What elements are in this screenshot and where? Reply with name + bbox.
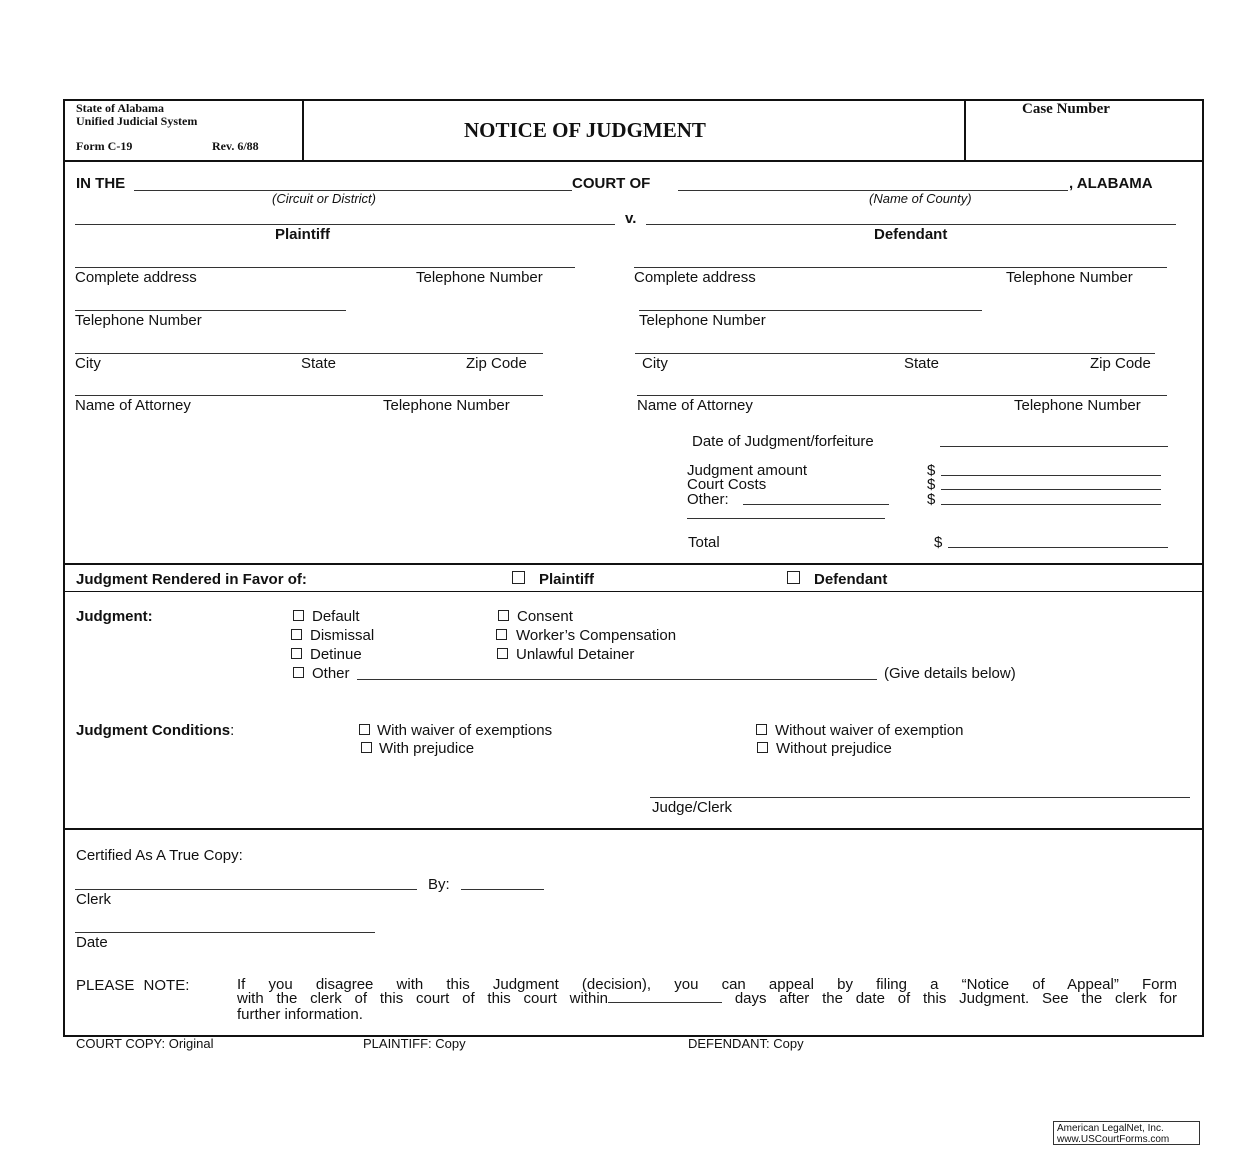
alabama-label: , ALABAMA <box>1069 175 1153 192</box>
defendant-copy-label: DEFENDANT: Copy <box>688 1036 804 1051</box>
defendant-state-label: State <box>904 355 940 372</box>
certified-date-field[interactable] <box>75 932 375 933</box>
court-costs-field[interactable] <box>941 489 1161 490</box>
plaintiff-address-field[interactable] <box>75 267 575 268</box>
other-amount-currency: $ <box>927 491 936 508</box>
plaintiff-attorney-field[interactable] <box>75 395 543 396</box>
without-prejudice-label: Without prejudice <box>776 740 892 757</box>
page-title: NOTICE OF JUDGMENT <box>464 118 706 142</box>
by-field[interactable] <box>461 889 544 890</box>
judge-clerk-label: Judge/Clerk <box>652 799 733 816</box>
other-judgment-field[interactable] <box>357 679 877 680</box>
favor-defendant-checkbox[interactable] <box>787 571 800 584</box>
give-details-hint: (Give details below) <box>884 665 1016 682</box>
form-frame <box>63 99 1204 1037</box>
without-waiver-label: Without waiver of exemption <box>775 722 964 739</box>
default-label: Default <box>312 608 360 625</box>
defendant-attorney-field[interactable] <box>637 395 1167 396</box>
defendant-address-label: Complete address <box>634 269 756 286</box>
plaintiff-name-field[interactable] <box>75 224 615 225</box>
total-label: Total <box>688 534 720 551</box>
certified-top-rule <box>64 828 1203 830</box>
unlawful-detainer-checkbox[interactable] <box>497 648 508 659</box>
defendant-phone2-label: Telephone Number <box>639 312 766 329</box>
defendant-address-field[interactable] <box>634 267 1167 268</box>
plaintiff-phone-label: Telephone Number <box>416 269 543 286</box>
plaintiff-label: Plaintiff <box>275 226 330 243</box>
favor-plaintiff-checkbox[interactable] <box>512 571 525 584</box>
plaintiff-address-label: Complete address <box>75 269 197 286</box>
clerk-label: Clerk <box>76 891 112 908</box>
defendant-zip-label: Zip Code <box>1090 355 1151 372</box>
total-currency: $ <box>934 534 943 551</box>
plaintiff-phone2-label: Telephone Number <box>75 312 202 329</box>
clerk-signature-field[interactable] <box>75 889 417 890</box>
please-note-text-2b: days after the date of this Judgment. See the clerk for <box>734 990 1178 1007</box>
defendant-label: Defendant <box>874 226 948 243</box>
plaintiff-attorney-label: Name of Attorney <box>75 397 191 414</box>
by-label: By: <box>428 876 450 893</box>
judgment-amount-field[interactable] <box>941 475 1161 476</box>
state-label: State of Alabama <box>76 101 164 115</box>
defendant-attorney-phone-label: Telephone Number <box>1014 397 1141 414</box>
header-bottom-rule <box>64 160 1203 162</box>
judgment-amount-currency: $ <box>927 462 936 479</box>
publisher-name: American LegalNet, Inc. <box>1057 1123 1164 1134</box>
please-note-text-2a: with the clerk of this court of this court within <box>237 990 609 1007</box>
conditions-label: Judgment Conditions <box>76 722 231 739</box>
consent-label: Consent <box>517 608 573 625</box>
in-the-label: IN THE <box>76 175 126 192</box>
plaintiff-attorney-phone-label: Telephone Number <box>383 397 510 414</box>
defendant-phone2-field[interactable] <box>639 310 982 311</box>
consent-checkbox[interactable] <box>498 610 509 621</box>
please-note-text-1: If you disagree with this Judgment (decision), you can appeal by filing a “Notice of Appeal” Form <box>237 976 1177 993</box>
court-copy-label: COURT COPY: Original <box>76 1036 214 1051</box>
county-hint: (Name of County) <box>869 191 972 206</box>
defendant-city-field[interactable] <box>635 353 1155 354</box>
other-judgment-checkbox[interactable] <box>293 667 304 678</box>
circuit-hint: (Circuit or District) <box>272 191 376 206</box>
form-revision: Rev. 6/88 <box>212 139 259 153</box>
favor-defendant-label: Defendant <box>814 571 888 588</box>
plaintiff-zip-label: Zip Code <box>466 355 527 372</box>
plaintiff-state-label: State <box>301 355 337 372</box>
favor-bottom-rule <box>64 591 1203 592</box>
case-number-field[interactable] <box>970 122 1198 156</box>
without-prejudice-checkbox[interactable] <box>757 742 768 753</box>
with-waiver-label: With waiver of exemptions <box>377 722 553 739</box>
default-checkbox[interactable] <box>293 610 304 621</box>
other-description-field[interactable] <box>743 504 889 505</box>
detinue-checkbox[interactable] <box>291 648 302 659</box>
system-label: Unified Judicial System <box>76 114 198 128</box>
case-number-label: Case Number <box>1022 101 1110 117</box>
publisher-badge <box>1053 1121 1200 1145</box>
favor-plaintiff-label: Plaintiff <box>539 571 594 588</box>
header-divider-right <box>964 100 966 161</box>
please-note-label: PLEASE NOTE: <box>76 977 190 994</box>
defendant-attorney-label: Name of Attorney <box>637 397 753 414</box>
defendant-city-label: City <box>642 355 668 372</box>
plaintiff-phone2-field[interactable] <box>75 310 346 311</box>
with-prejudice-checkbox[interactable] <box>361 742 372 753</box>
other-amount-label: Other: <box>687 491 729 508</box>
plaintiff-city-label: City <box>75 355 101 372</box>
favor-top-rule <box>64 563 1203 565</box>
appeal-days-field[interactable] <box>608 991 722 1003</box>
judgment-amount-label: Judgment amount <box>687 462 808 479</box>
detinue-label: Detinue <box>310 646 362 663</box>
with-prejudice-label: With prejudice <box>379 740 475 757</box>
header-divider-left <box>302 100 304 161</box>
total-field[interactable] <box>948 547 1168 548</box>
certified-label: Certified As A True Copy: <box>76 847 243 864</box>
court-costs-currency: $ <box>927 476 936 493</box>
judgment-label: Judgment: <box>76 608 153 625</box>
conditions-colon: : <box>230 722 235 739</box>
certified-date-label: Date <box>76 934 108 951</box>
without-waiver-checkbox[interactable] <box>756 724 767 735</box>
defendant-phone-label: Telephone Number <box>1006 269 1133 286</box>
other-amount-field[interactable] <box>941 504 1161 505</box>
favor-label: Judgment Rendered in Favor of: <box>76 571 307 588</box>
unlawful-detainer-label: Unlawful Detainer <box>516 646 635 663</box>
dismissal-label: Dismissal <box>310 627 375 644</box>
please-note-line3: further information. <box>237 1006 363 1023</box>
other-judgment-label: Other <box>312 665 350 682</box>
versus-label: v. <box>625 210 637 227</box>
judge-signature-field[interactable] <box>650 797 1190 798</box>
court-costs-label: Court Costs <box>687 476 767 493</box>
plaintiff-copy-label: PLAINTIFF: Copy <box>363 1036 466 1051</box>
with-waiver-checkbox[interactable] <box>359 724 370 735</box>
conditions-label-wrap <box>76 722 234 739</box>
court-of-label: COURT OF <box>572 175 651 192</box>
other-description-field-2[interactable] <box>687 518 885 519</box>
workers-comp-label: Worker’s Compensation <box>516 627 677 644</box>
dismissal-checkbox[interactable] <box>291 629 302 640</box>
defendant-name-field[interactable] <box>646 224 1176 225</box>
plaintiff-city-field[interactable] <box>75 353 543 354</box>
form-number: Form C-19 <box>76 139 133 153</box>
judgment-date-field[interactable] <box>940 446 1168 447</box>
workers-comp-checkbox[interactable] <box>496 629 507 640</box>
judgment-date-label: Date of Judgment/forfeiture <box>692 433 874 450</box>
please-note-line2 <box>237 991 1177 1006</box>
publisher-url: www.USCourtForms.com <box>1057 1134 1170 1145</box>
